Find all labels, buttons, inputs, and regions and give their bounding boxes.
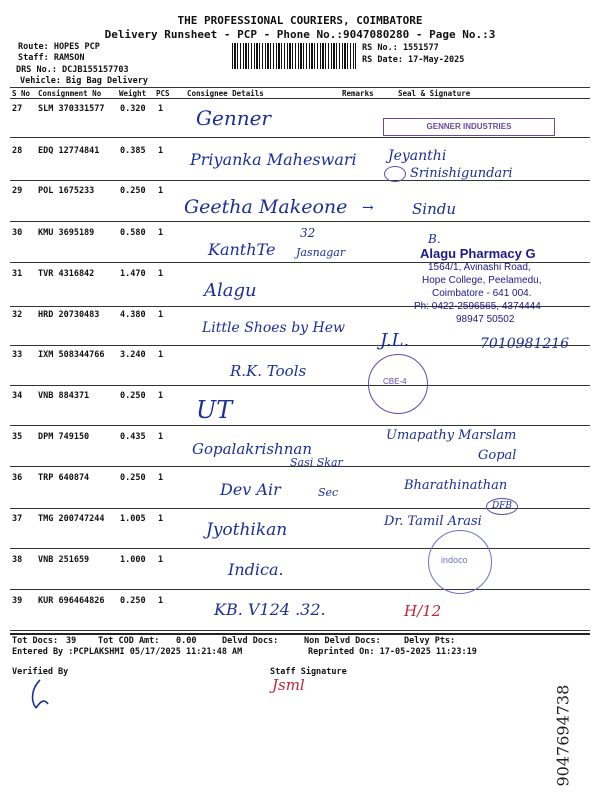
row-pcs: 1 <box>158 596 164 606</box>
consignee-handwriting: UT <box>196 396 233 424</box>
footer-rule <box>10 633 590 635</box>
row-sno: 34 <box>12 391 23 401</box>
row-pcs: 1 <box>158 146 164 156</box>
delvd-docs-label: Delvd Docs: <box>222 636 279 646</box>
row-rule <box>10 630 590 631</box>
row-weight: 4.380 <box>120 310 146 320</box>
row-pcs: 1 <box>158 391 164 401</box>
row-weight: 0.580 <box>120 228 146 238</box>
note-handwriting: Sasi Skar <box>290 456 343 469</box>
tot-cod-label: Tot COD Amt: <box>98 636 160 646</box>
row-consignment: EDQ 12774841 <box>38 146 100 156</box>
col-consignment: Consignment No <box>38 89 102 98</box>
row-sno: 39 <box>12 596 23 606</box>
row-pcs: 1 <box>158 473 164 483</box>
arrow-mark: → <box>362 200 374 216</box>
consignee-handwriting: Gopalakrishnan <box>192 440 312 458</box>
consignee-handwriting: Dev Air <box>220 480 281 499</box>
row-sno: 29 <box>12 186 23 196</box>
row-consignment: POL 1675233 <box>38 186 95 196</box>
row-weight: 3.240 <box>120 350 146 360</box>
row-pcs: 1 <box>158 269 164 279</box>
row-sno: 33 <box>12 350 23 360</box>
row-pcs: 1 <box>158 432 164 442</box>
remark-handwriting: Sindu <box>412 200 456 218</box>
row-pcs: 1 <box>158 228 164 238</box>
remark-circle <box>384 166 406 182</box>
remark-handwriting: Bharathinathan <box>404 478 508 493</box>
row-weight: 0.250 <box>120 186 146 196</box>
pharmacy-stamp-address: Coimbatore - 641 004. <box>432 288 532 299</box>
row-sno: 35 <box>12 432 23 442</box>
remark-handwriting: Srinishigundari <box>410 166 513 181</box>
row-weight: 1.000 <box>120 555 146 565</box>
signature-handwriting: B. <box>428 232 441 246</box>
header-bottom-rule <box>10 98 590 99</box>
remark-handwriting: Jeyanthi <box>388 148 447 164</box>
row-consignment: SLM 370331577 <box>38 104 105 114</box>
row-weight: 0.435 <box>120 432 146 442</box>
row-sno: 31 <box>12 269 23 279</box>
row-sno: 32 <box>12 310 23 320</box>
consignee-handwriting: R.K. Tools <box>230 362 307 380</box>
remark-handwriting: Gopal <box>478 448 517 463</box>
row-weight: 1.470 <box>120 269 146 279</box>
seal-text: CBE-4 <box>383 377 407 386</box>
consignee-handwriting: Geetha Makeone <box>184 196 348 218</box>
row-rule <box>10 589 590 590</box>
rs-number: RS No.: 1551577 <box>362 43 439 53</box>
row-weight: 0.320 <box>120 104 146 114</box>
row-pcs: 1 <box>158 514 164 524</box>
report-subtitle: Delivery Runsheet - PCP - Phone No.:9047080280 - Page No.:3 <box>104 28 496 41</box>
row-rule <box>10 221 590 222</box>
reprinted-on: Reprinted On: 17-05-2025 11:23:19 <box>308 647 477 657</box>
consignee-handwriting: KB. V124 .32. <box>214 600 326 619</box>
pharmacy-stamp-phone: Ph: 0422-2596565, 4374444 <box>414 301 541 312</box>
row-weight: 0.250 <box>120 596 146 606</box>
remark-handwriting: H/12 <box>404 602 442 620</box>
tot-cod-value: 0.00 <box>176 636 197 646</box>
signature-handwriting: J.L. <box>380 330 410 351</box>
round-seal <box>428 530 492 594</box>
row-pcs: 1 <box>158 186 164 196</box>
staff-signature: Jsml <box>272 676 305 694</box>
row-pcs: 1 <box>158 310 164 320</box>
remark-handwriting: Umapathy Marslam <box>386 428 517 443</box>
remark-handwriting: Dr. Tamil Arasi <box>384 514 482 529</box>
row-weight: 0.250 <box>120 391 146 401</box>
phone-handwriting: 7010981216 <box>480 336 570 352</box>
staff-label: Staff: RAMSON <box>18 53 85 63</box>
row-sno: 30 <box>12 228 23 238</box>
row-pcs: 1 <box>158 350 164 360</box>
verified-by-label: Verified By <box>12 667 69 677</box>
tot-docs-value: 39 <box>66 636 77 646</box>
row-pcs: 1 <box>158 104 164 114</box>
consignee-handwriting: KanthTe <box>208 240 276 259</box>
row-sno: 38 <box>12 555 23 565</box>
col-pcs: PCS <box>156 89 170 98</box>
pharmacy-stamp-phone: 98947 50502 <box>456 314 515 325</box>
col-seal-signature: Seal & Signature <box>398 89 471 98</box>
round-seal <box>368 354 428 414</box>
vehicle-label: Vehicle: Big Bag Delivery <box>20 76 148 86</box>
row-weight: 0.385 <box>120 146 146 156</box>
side-phone-number <box>548 660 572 790</box>
staff-signature-label: Staff Signature <box>270 667 347 677</box>
consignee-handwriting: Alagu <box>204 280 257 301</box>
note-handwriting: Sec <box>318 486 339 499</box>
consignee-handwriting: Genner <box>196 106 271 130</box>
row-weight: 1.005 <box>120 514 146 524</box>
row-consignment: TVR 4316842 <box>38 269 95 279</box>
row-sno: 27 <box>12 104 23 114</box>
note-handwriting: 32 <box>300 226 316 240</box>
header-top-rule <box>10 87 590 88</box>
seal-text: indoco <box>441 555 468 565</box>
row-sno: 36 <box>12 473 23 483</box>
delvy-pts-label: Delvy Pts: <box>404 636 456 646</box>
barcode-image <box>232 43 356 69</box>
rs-date: RS Date: 17-May-2025 <box>362 55 465 65</box>
consignee-handwriting: Indica. <box>228 560 284 579</box>
tot-docs-label: Tot Docs: <box>12 636 59 646</box>
row-consignment: VNB 884371 <box>38 391 90 401</box>
col-consignee: Consignee Details <box>187 89 264 98</box>
row-sno: 37 <box>12 514 23 524</box>
report-title: THE PROFESSIONAL COURIERS, COIMBATORE <box>177 14 423 27</box>
row-consignment: IXM 508344766 <box>38 350 105 360</box>
side-phone-text: 9047694738 <box>553 684 573 787</box>
entered-by: Entered By :PCPLAKSHMI 05/17/2025 11:21:48 AM <box>12 647 243 657</box>
row-rule <box>10 137 590 138</box>
note-handwriting: Jasnagar <box>296 246 346 259</box>
row-consignment: TRP 640874 <box>38 473 90 483</box>
row-pcs: 1 <box>158 555 164 565</box>
row-rule <box>10 425 590 426</box>
non-delvd-docs-label: Non Delvd Docs: <box>304 636 381 646</box>
row-consignment: KUR 696464826 <box>38 596 105 606</box>
remark-circle: DFB <box>486 498 518 515</box>
col-weight: Weight <box>119 89 147 98</box>
row-rule <box>10 548 590 549</box>
consignee-handwriting: Priyanka Maheswari <box>190 150 357 169</box>
row-consignment: DPM 749150 <box>38 432 90 442</box>
row-consignment: KMU 3695189 <box>38 228 95 238</box>
consignee-handwriting: Jyothikan <box>206 520 288 540</box>
company-stamp: GENNER INDUSTRIES <box>383 118 555 136</box>
drs-label: DRS No.: DCJB155157703 <box>16 65 129 75</box>
pharmacy-stamp-address: 1564/1, Avinashi Road, <box>428 262 531 273</box>
pharmacy-stamp-name: Alagu Pharmacy G <box>420 246 536 261</box>
row-weight: 0.250 <box>120 473 146 483</box>
row-sno: 28 <box>12 146 23 156</box>
route-label: Route: HOPES PCP <box>18 42 100 52</box>
col-remarks: Remarks <box>342 89 374 98</box>
pharmacy-stamp-address: Hope College, Peelamedu, <box>422 275 542 286</box>
row-consignment: HRD 20730483 <box>38 310 100 320</box>
col-sno: S No <box>12 89 31 98</box>
row-rule <box>10 385 590 386</box>
verified-signature <box>26 678 56 712</box>
row-consignment: TMG 200747244 <box>38 514 105 524</box>
row-consignment: VNB 251659 <box>38 555 90 565</box>
consignee-handwriting: Little Shoes by Hew <box>202 320 345 336</box>
